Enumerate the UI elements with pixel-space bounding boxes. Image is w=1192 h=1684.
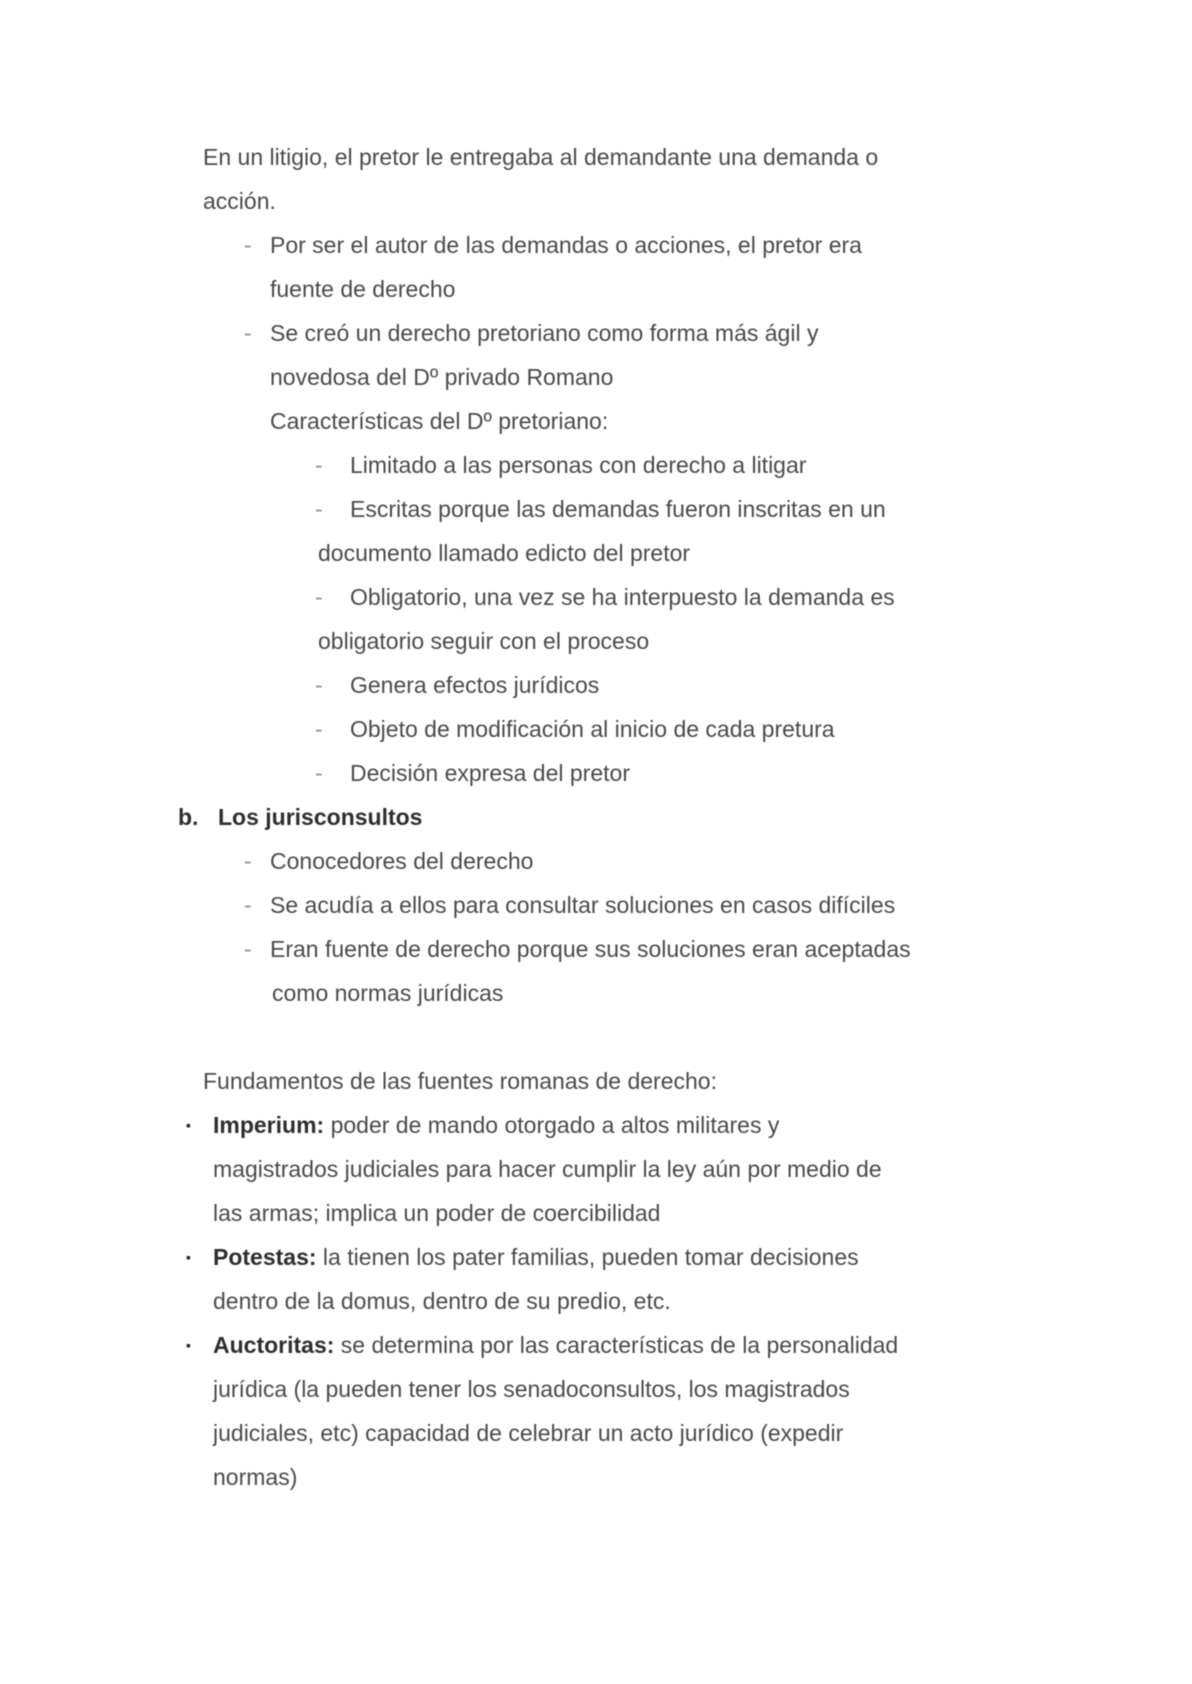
term-continuation-line [0,1411,1192,1455]
term-bullet-line [0,1103,1192,1147]
bullet-continuation-line [0,267,1192,311]
line-text: se determina por las características de la personalidad [334,1332,899,1358]
sub-bullet-line [0,707,1192,751]
sub-bullet-line [0,487,1192,531]
term-continuation-line [0,1191,1192,1235]
line-text: Eran fuente de derecho porque sus soluciones eran aceptadas [270,936,911,962]
term-continuation-line [0,1279,1192,1323]
line-text: En un litigio, el pretor le entregaba al demandante una demanda o [203,144,879,170]
line-text: Los jurisconsultos [218,804,423,830]
bullet-line [0,311,1192,355]
term-label: Potestas: [213,1244,317,1270]
line-text: Se acudía a ellos para consultar soluciones en casos difíciles [270,892,896,918]
line-text: la tienen los pater familias, pueden tomar decisiones [316,1244,859,1270]
sub-bullet-line [0,443,1192,487]
line-text: Características del Dº pretoriano: [270,408,609,434]
line-text: fuente de derecho [270,276,456,302]
lettered-list-item [0,795,1192,839]
line-text: poder de mando otorgado a altos militares y [324,1112,780,1138]
line-text: obligatorio seguir con el proceso [318,628,650,654]
sub-bullet-continuation-line [0,619,1192,663]
line-text: magistrados judiciales para hacer cumplir la ley aún por medio de [213,1156,882,1182]
bullet-line [0,839,1192,883]
dash-bullet-icon: - [244,320,252,346]
term-bullet-line [0,1235,1192,1279]
paragraph-line [0,135,1192,179]
sub-bullet-line [0,663,1192,707]
line-text: Escritas porque las demandas fueron inscritas en un [350,496,886,522]
bullet-continuation-line [0,355,1192,399]
dash-bullet-icon: - [244,936,252,962]
letter-marker: b. [178,804,199,830]
bullet-line [0,927,1192,971]
dash-bullet-icon: - [244,848,252,874]
blank-line [0,1015,1192,1059]
line-text: Conocedores del derecho [270,848,534,874]
bullet-line [0,883,1192,927]
dash-bullet-icon: - [315,760,323,786]
line-text: documento llamado edicto del pretor [318,540,691,566]
line-text: Limitado a las personas con derecho a litigar [350,452,807,478]
bullet-line [0,223,1192,267]
sub-bullet-line [0,575,1192,619]
term-label: Auctoritas: [213,1332,335,1358]
line-text: Se creó un derecho pretoriano como forma más ágil y [270,320,819,346]
term-continuation-line [0,1367,1192,1411]
line-text: novedosa del Dº privado Romano [270,364,614,390]
line-text: las armas; implica un poder de coercibilidad [213,1200,661,1226]
sub-bullet-line [0,751,1192,795]
dash-bullet-icon: - [315,496,323,522]
dash-bullet-icon: - [315,584,323,610]
line-text: judiciales, etc) capacidad de celebrar un acto jurídico (expedir [213,1420,844,1446]
square-bullet-icon: ▪ [186,1337,191,1353]
paragraph-line [0,1059,1192,1103]
line-text: Fundamentos de las fuentes romanas de derecho: [203,1068,717,1094]
bullet-continuation-line [0,971,1192,1015]
line-text: como normas jurídicas [272,980,504,1006]
line-text: normas) [213,1464,298,1490]
term-continuation-line [0,1455,1192,1499]
square-bullet-icon: ▪ [186,1249,191,1265]
dash-bullet-icon: - [244,892,252,918]
sub-bullet-continuation-line [0,531,1192,575]
dash-bullet-icon: - [315,452,323,478]
line-text: jurídica (la pueden tener los senadoconsultos, los magistrados [213,1376,850,1402]
term-label: Imperium: [213,1112,325,1138]
line-text: Por ser el autor de las demandas o acciones, el pretor era [270,232,862,258]
term-continuation-line [0,1147,1192,1191]
line-text: Objeto de modificación al inicio de cada pretura [350,716,835,742]
line-text: acción. [203,188,276,214]
line-text: Decisión expresa del pretor [350,760,630,786]
line-text: dentro de la domus, dentro de su predio, etc. [213,1288,671,1314]
dash-bullet-icon: - [315,672,323,698]
line-text: Obligatorio, una vez se ha interpuesto la demanda es [350,584,895,610]
dash-bullet-icon: - [315,716,323,742]
notes-text-block [0,135,1192,1499]
line-text: Genera efectos jurídicos [350,672,600,698]
square-bullet-icon: ▪ [186,1117,191,1133]
term-bullet-line [0,1323,1192,1367]
paragraph-line [0,179,1192,223]
dash-bullet-icon: - [244,232,252,258]
subheading-line [0,399,1192,443]
